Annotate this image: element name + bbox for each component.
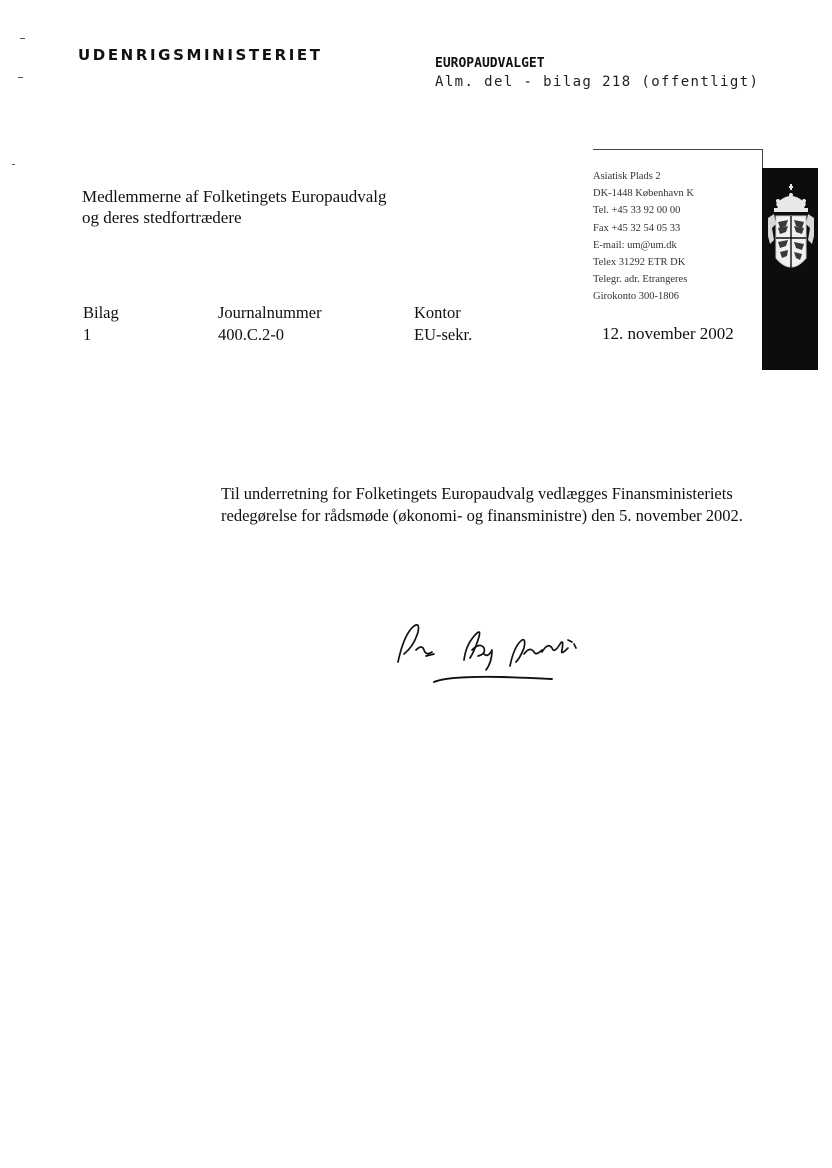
scan-mark (12, 164, 15, 165)
letter-date: 12. november 2002 (602, 324, 734, 343)
address-line: E-mail: um@um.dk (593, 239, 677, 251)
address-line: Telegr. adr. Etrangeres (593, 274, 688, 286)
recipient-line: Medlemmerne af Folketingets Europaudvalg (82, 187, 387, 206)
address-line: Telex 31292 ETR DK (593, 257, 686, 269)
address-line: Girokonto 300-1806 (593, 291, 680, 303)
handwritten-signature (392, 604, 602, 689)
kontor-label: Kontor (414, 303, 461, 322)
address-block (593, 168, 694, 306)
address-line: DK-1448 København K (593, 188, 694, 200)
royal-coat-of-arms-icon (768, 184, 814, 284)
journal-value: 400.C.2-0 (218, 325, 284, 344)
recipient-line: og deres stedfortrædere (82, 208, 242, 227)
ministry-name: UDENRIGSMINISTERIET (78, 46, 323, 64)
address-line: Tel. +45 33 92 00 00 (593, 205, 681, 217)
stamp-title: EUROPAUDVALGET (435, 56, 545, 71)
address-line: Fax +45 32 54 05 33 (593, 222, 681, 234)
journal-label: Journalnummer (218, 303, 322, 322)
kontor-value: EU-sekr. (414, 325, 473, 344)
bilag-value: 1 (83, 325, 92, 344)
recipient-block (82, 186, 387, 228)
bilag-label: Bilag (83, 303, 119, 322)
scan-mark (20, 38, 25, 39)
scan-mark (18, 77, 23, 78)
body-paragraph: Til underretning for Folketingets Europaudvalg vedlægges Finansministeriets redegørelse for rådsmøde (økonomi- og finansministre) den 5. november 2002. (221, 484, 743, 525)
address-rule (593, 149, 763, 150)
stamp-subtitle: Alm. del - bilag 218 (offentligt) (435, 74, 760, 90)
address-line: Asiatisk Plads 2 (593, 171, 661, 182)
